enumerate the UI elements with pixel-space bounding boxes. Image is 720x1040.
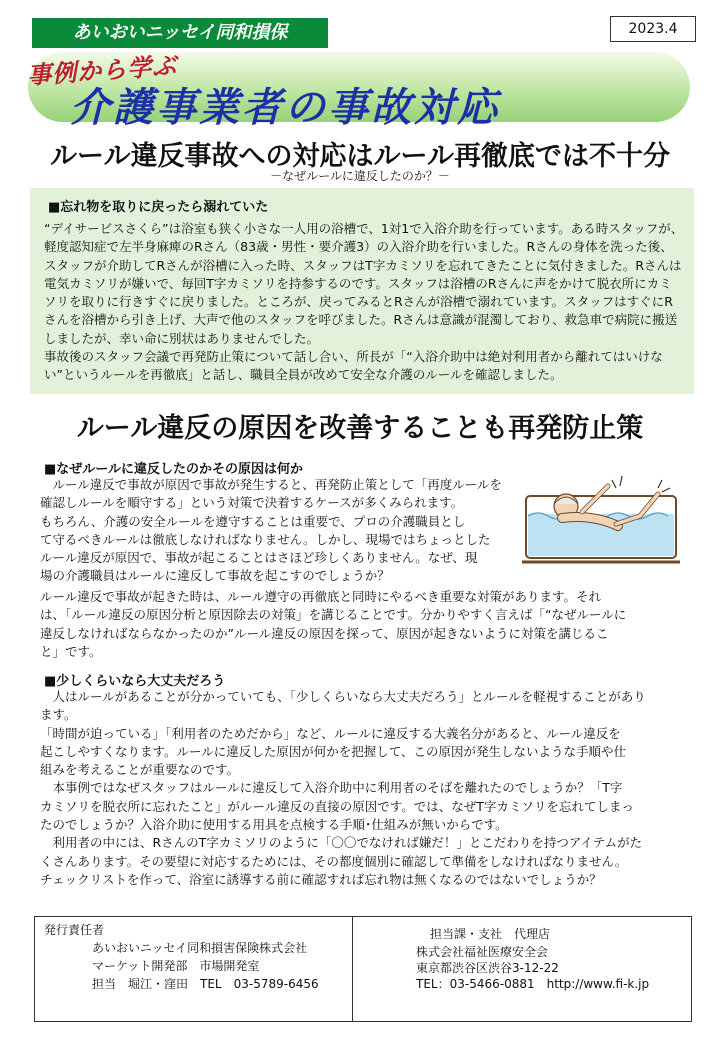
text-line: 「時間が迫っている」「利用者のためだから」など、ルールに違反する大義名分があると、ルール違反を <box>40 725 621 741</box>
footer-department: マーケット開発部 市場開発室 <box>44 959 260 973</box>
section1-subtitle: －なぜルールに違反したのか？－ <box>270 169 450 183</box>
footer-divider <box>352 916 353 1022</box>
banner-title: 介護事業者の事故対応 <box>70 85 500 131</box>
footer-company: あいおいニッセイ同和損害保険株式会社 <box>44 941 308 955</box>
text-line: 組みを考えることが重要なのです。 <box>40 762 240 778</box>
text-line: 人はルールがあることが分かっていても、「少しくらいなら大丈夫だろう」とルールを軽視することがあり <box>40 689 646 704</box>
section2-heading2: ■少しくらいなら大丈夫だろう <box>44 674 226 689</box>
footer-agent-label: 担当課・支社 代理店 <box>430 927 551 941</box>
section1-title: ルール違反事故への対応はルール再徹底では不十分 <box>50 141 670 172</box>
text-line: 場の介護職員はルールに違反して事故を起こすのでしょうか？ <box>40 568 390 584</box>
case-text <box>44 220 684 385</box>
footer-contact: 担当 堀江・窪田 TEL 03-5789-6456 <box>44 977 319 991</box>
text-line: て守るべきルールは徹底しなければなりません。しかし、現場ではちょっとした <box>40 531 491 547</box>
para1 <box>40 476 510 586</box>
footer-publisher-label: 発行責任者 <box>44 923 105 937</box>
case-paragraph: 事故後のスタッフ会議で再発防止策について話し合い、所長が「“入浴介助中は絶対利用者から離れてはいけない”というルールを再徹底」と話し、職員全員が改めて安全な介護のルールを確認しました。 <box>44 349 663 383</box>
text-line: 利用者の中には、RさんのT字カミソリのように「〇〇でなければ嫌だ！」とこだわりを持つアイテムがた <box>40 835 643 851</box>
case-paragraph: “デイサービスさくら”は浴室も狭く小さな一人用の浴槽で、1対1で入浴介助を行っています。ある時スタッフが、軽度認知症で左半身麻痺のRさん（83歳・男性・要介護3）の入浴介助を行いました。Rさんの身体を洗った後、スタッフが介助してRさんが浴槽に入った時、スタッフはT字カミソリを忘れてきたことに気付きました。Rさんは電気カミソリが嫌いで、毎回T字カミソリを持参するのです。スタッフは浴槽のRさんに声をかけて脱衣所にカミソリを取りに行きすぐに戻りました。ところが、戻ってみるとRさんが浴槽で溺れています。スタッフはすぐにRさんを浴槽から引き上げ、大声で他のスタッフを呼びました。Rさんは意識が混濁しており、救急車で病院に搬送しましたが、幸い命に別状はありませんでした。 <box>44 221 684 346</box>
text-line: ルール違反で事故が原因で事故が発生すると、再発防止策として「再度ルールを <box>40 477 503 492</box>
text-line: ルール違反で事故が起きた時は、ルール遵守の再徹底と同時にやるべき重要な対策があります。それ <box>40 589 602 604</box>
text-line: カミソリを脱衣所に忘れたこと」がルール違反の直接の原因です。では、なぜT字カミソリを忘れてしまっ <box>40 798 634 814</box>
text-line: 違反しなければならなかったのか”ルール違反の原因を探って、原因が起きないように対策を講じるこ <box>40 625 609 641</box>
footer-agent-contact: TEL：03-5466-0881 http://www.fi-k.jp <box>416 977 650 991</box>
bath-illustration-icon <box>512 466 690 576</box>
text-line: は、「ルール違反の原因分析と原因除去の対策」を講じることです。分かりやすく言えば「“なぜルールに <box>40 607 627 623</box>
footer-agent-name: 株式会社福祉医療安全会 <box>416 945 549 959</box>
text-line: 起こしやすくなります。ルールに違反した原因が何かを把握して、この原因が発生しないような手順や仕 <box>40 743 627 759</box>
issue-date: 2023.4 <box>610 16 696 42</box>
text-line: ルール違反が原因で、事故が起こることはさほど珍しくありません。なぜ、現 <box>40 550 478 566</box>
banner-subtitle: 事例から学ぶ <box>26 51 179 90</box>
text-line: ます。 <box>40 707 77 723</box>
section2-heading1: ■なぜルールに違反したのかその原因は何か <box>44 462 304 477</box>
case-heading: ■忘れ物を取りに戻ったら溺れていた <box>48 200 269 215</box>
text-line: と」です。 <box>40 643 102 659</box>
para3 <box>40 688 690 889</box>
brand-label: あいおいニッセイ同和損保 <box>32 18 328 48</box>
text-line: チェックリストを作って、浴室に誘導する前に確認すれば忘れ物は無くなるのではないでしょうか？ <box>40 871 602 887</box>
text-line: くさんあります。その要望に対応するためには、その都度個別に確認して準備をしなければなりません。 <box>40 853 628 869</box>
text-line: 本事例ではなぜスタッフはルールに違反して入浴介助中に利用者のそばを離れたのでしょうか？「T字 <box>40 780 623 796</box>
section2-title: ルール違反の原因を改善することも再発防止策 <box>76 413 644 444</box>
text-line: もちろん、介護の安全ルールを遵守することは重要で、プロの介護職員とし <box>40 513 466 529</box>
para2 <box>40 588 690 661</box>
footer-agent-address: 東京都渋谷区渋谷3-12-22 <box>416 961 559 975</box>
text-line: 確認しルールを順守する」という対策で決着するケースが多くみられます。 <box>40 495 464 511</box>
text-line: たのでしょうか？入浴介助に使用する用具を点検する手順･仕組みが無いからです。 <box>40 817 508 833</box>
